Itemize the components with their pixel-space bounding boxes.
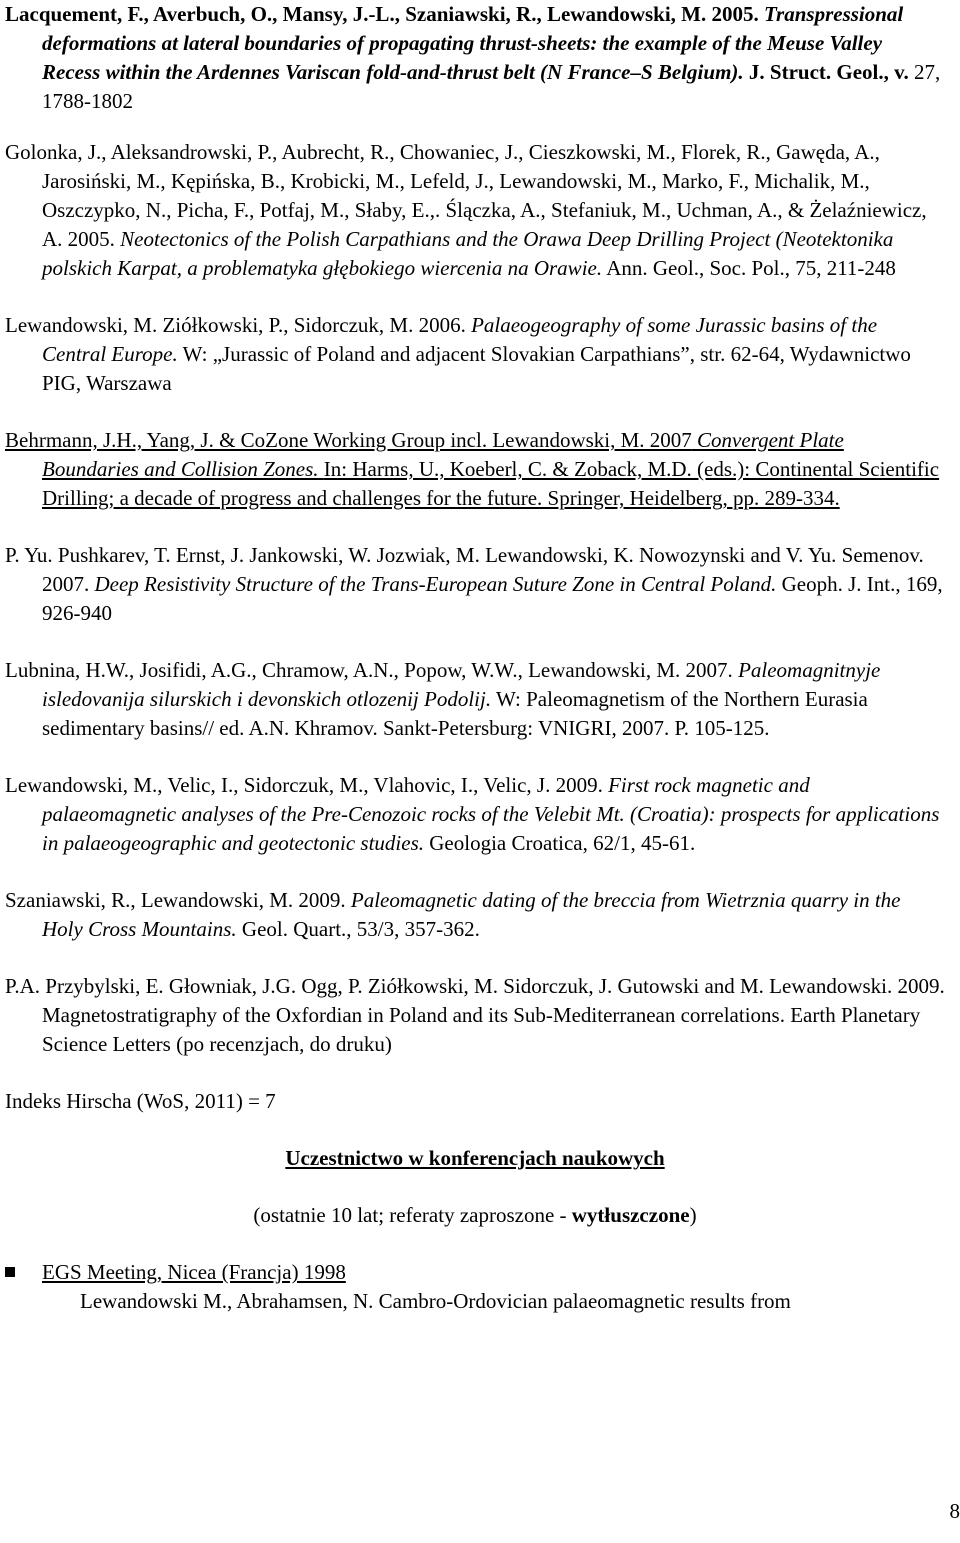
ref-authors: Lubnina, H.W., Josifidi, A.G., Chramow, A.N., Popow, W.W., Lewandowski, M. 2007. [5,658,733,682]
reference-behrmann-2007 [5,426,945,513]
reference-szaniawski-2009 [5,886,945,944]
ref-title: First rock magnetic and palaeomagnetic analyses of the Pre-Cenozoic rocks of the Velebit Mt. (Croatia): prospects for applications in palaeogeographic and geotectonic studies. [42,773,940,855]
ref-title: Deep Resistivity Structure of the Trans-European Suture Zone in Central Poland. [94,572,777,596]
conference-name: EGS Meeting, Nicea (Francja) 1998 [42,1260,346,1284]
section-note-start: (ostatnie 10 lat; referaty zaproszone - [253,1203,572,1227]
reference-lewandowski-2009 [5,771,945,858]
ref-authors: Szaniawski, R., Lewandowski, M. 2009. [5,888,346,912]
ref-authors: Lewandowski, M. Ziółkowski, P., Sidorczuk, M. 2006. [5,313,466,337]
ref-source: W: „Jurassic of Poland and adjacent Slovakian Carpathians”, str. 62-64, Wydawnictwo PIG, Warszawa [42,342,911,395]
hirsch-index: Indeks Hirscha (WoS, 2011) = 7 [5,1089,276,1113]
document-page [5,0,945,1316]
ref-title: Paleomagnetic dating of the breccia from Wietrznia quarry in the Holy Cross Mountains. [42,888,901,941]
section-note [5,1201,945,1230]
ref-authors: Behrmann, J.H., Yang, J. & CoZone Working Group incl. Lewandowski, M. 2007 [5,428,692,452]
reference-przybylski-2009 [5,972,945,1059]
reference-lubnina-2007 [5,656,945,743]
section-note-end: ) [689,1203,697,1227]
ref-authors: Golonka, J., Aleksandrowski, P., Aubrecht, R., Chowaniec, J., Cieszkowski, M., Florek, R., Gawęda, A., Jarosiński, M., Kępińska, B., Krobicki, M., Lefeld, J., Lewandowski, M., Marko, F., Michalik, M., Oszczypko, N., Picha, F., Potfaj, M., Słaby, E.,. Ślączka, A., Stefaniuk, M., Uchman, A., & Żelaźniewicz, A. 2005. [5,140,927,251]
ref-journal: J. Struct. Geol., v. [748,60,909,84]
ref-source: Geoph. J. Int., 169, 926-940 [42,572,943,625]
section-title: Uczestnictwo w konferencjach naukowych [285,1146,665,1170]
ref-text: P.A. Przybylski, E. Głowniak, J.G. Ogg, P. Ziółkowski, M. Sidorczuk, J. Gutowski and M. Lewandowski. 2009. Magnetostratigraphy of the Oxfordian in Poland and its Sub-Mediterranean correlations. Earth Planetary Science Letters (po recenzjach, do druku) [5,974,945,1056]
reference-lacquement-2005 [5,0,945,116]
ref-title: Convergent Plate Boundaries and Collision Zones. [42,428,844,481]
ref-title: Neotectonics of the Polish Carpathians and the Orawa Deep Drilling Project (Neotektonika polskich Karpat, a problematyka głębokiego wiercenia na Orawie. [42,227,894,280]
ref-volume-pages: 27, 1788-1802 [42,60,941,113]
ref-source: Ann. Geol., Soc. Pol., 75, 211-248 [606,256,896,280]
ref-source: Geol. Quart., 53/3, 357-362. [241,917,480,941]
ref-source: W: Paleomagnetism of the Northern Eurasia sedimentary basins// ed. A.N. Khramov. Sankt-Petersburg: VNIGRI, 2007. P. 105-125. [42,687,868,740]
reference-pushkarev-2007 [5,541,945,628]
section-note-bold: wytłuszczone [571,1203,690,1227]
ref-authors: Lacquement, F., Averbuch, O., Mansy, J.-L., Szaniawski, R., Lewandowski, M. 2005. [5,2,759,26]
square-bullet-icon [5,1267,15,1277]
page-number: 8 [949,1499,960,1523]
ref-title: Paleomagnitnyje isledovanija silurskich i devonskich otlozenij Podolij. [42,658,881,711]
ref-authors: Lewandowski, M., Velic, I., Sidorczuk, M., Vlahovic, I., Velic, J. 2009. [5,773,603,797]
ref-source: In: Harms, U., Koeberl, C. & Zoback, M.D. (eds.): Continental Scientific Drilling; a decade of progress and challenges for the future. Springer, Heidelberg, pp. 289-334. [42,457,940,510]
conference-item [5,1258,945,1287]
ref-title: Palaeogeography of some Jurassic basins of the Central Europe. [42,313,878,366]
reference-golonka-2005 [5,138,945,283]
ref-title: Transpressional deformations at lateral boundaries of propagating thrust-sheets: the example of the Meuse Valley Recess within the Ardennes Variscan fold-and-thrust belt (N France–S Belgium). [42,2,904,84]
ref-source: Geologia Croatica, 62/1, 45-61. [429,831,696,855]
conference-detail: Lewandowski M., Abrahamsen, N. Cambro-Ordovician palaeomagnetic results from [80,1289,791,1313]
ref-authors: P. Yu. Pushkarev, T. Ernst, J. Jankowski, W. Jozwiak, M. Lewandowski, K. Nowozynski and V. Yu. Semenov. 2007. [5,543,924,596]
reference-lewandowski-2006 [5,311,945,398]
